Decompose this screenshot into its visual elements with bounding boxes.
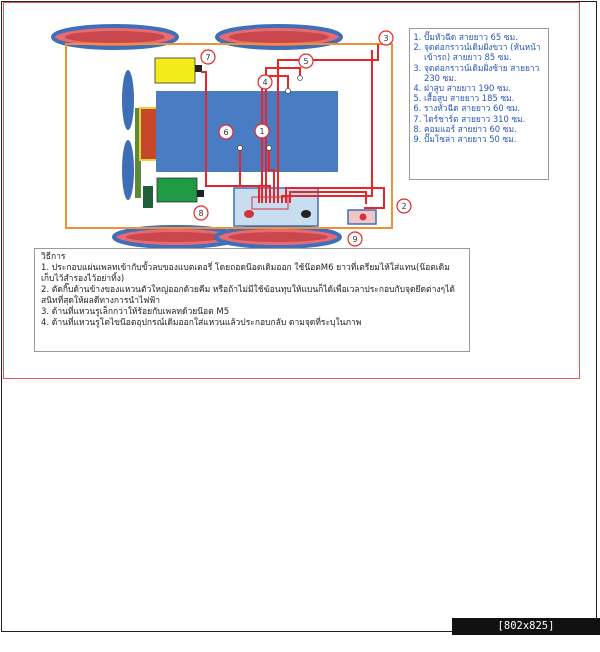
upic-watermark[interactable]: [802x825] http://upic.me/	[452, 618, 600, 635]
legend-item-8: 8. คอมแอร์ สายยาว 60 ซม.	[424, 124, 544, 134]
marker-8	[194, 206, 208, 220]
legend-item-2: 2. จุดต่อกราวน์เดิมฝั่งขวา (หันหน้าเข้ารถ) สายยาว 85 ซม.	[424, 42, 544, 62]
legend-item-5: 5. เสื้อสูบ สายยาว 185 ซม.	[424, 93, 544, 103]
legend-item-9: 9. ปั๊มโซล่า สายยาว 50 ซม.	[424, 134, 544, 144]
fan-icon	[122, 70, 141, 200]
svg-text:9: 9	[352, 235, 358, 244]
marker-7	[201, 50, 215, 64]
legend-item-7: 7. ไดร์ชาร์ต สายยาว 310 ซม.	[424, 114, 544, 124]
svg-text:8: 8	[198, 209, 204, 218]
green-tank	[157, 178, 197, 202]
battery-box	[234, 188, 318, 226]
coolant-tank-cap	[195, 65, 202, 72]
svg-text:6: 6	[223, 128, 229, 137]
radiator	[140, 108, 158, 160]
marker-2	[397, 199, 411, 213]
svg-text:3: 3	[383, 34, 389, 43]
instruction-step-4: 4. ด้านที่แหวนรูโตไขน๊อตอุปกรณ์เดิมออกใส่แหวนแล้วประกอบกลับ ตามจุดที่ระบุในภาพ	[41, 318, 362, 328]
engine-block	[156, 91, 338, 172]
marker-3	[379, 31, 393, 45]
marker-6	[219, 125, 233, 139]
battery-terminal-negative	[301, 210, 311, 218]
svg-text:5: 5	[303, 57, 309, 66]
instructions-title: วิธีการ	[41, 252, 66, 262]
instruction-step-2: 2. ตัดกิ๊บด้านข้างของแหวนตัวใหญ่ออกด้วยคีม หรือถ้าไม่มีใช้ฆ้อนทุบให้แบนก็ได้เพื่อเวลาประกอบกับจุดยึดต่างๆได้สนิทที่สุดให้ผลดีทางการนำไฟฟ้า	[41, 285, 455, 306]
svg-text:7: 7	[205, 53, 211, 62]
legend-item-3: 3. จุดต่อกราวน์เดิมฝั่งซ้าย สายยาว 230 ซม.	[424, 63, 544, 83]
tire-bottom	[114, 227, 340, 247]
coolant-tank	[155, 58, 195, 83]
marker-5	[299, 54, 313, 68]
svg-text:4: 4	[262, 78, 268, 87]
solar-pump-terminal	[360, 214, 367, 221]
instruction-step-1: 1. ประกอบแผ่นเพลทเข้ากับขั้วลบของแบตเตอรี่ โดยถอดน๊อตเดิมออก ใช้น๊อตM6 ยาวที่เตรียมไห้ใส่แทน(น๊อตเดิมเก็บไว้สำรองไว้อย่าทิ้ง)	[41, 263, 450, 284]
svg-text:1: 1	[259, 127, 265, 136]
instructions-box	[34, 248, 470, 352]
marker-4	[258, 75, 272, 89]
marker-1	[255, 124, 269, 138]
green-tank-cap	[197, 190, 204, 197]
svg-text:2: 2	[401, 202, 407, 211]
legend-item-1: 1. ปั๊มหัวฉีด สายยาว 65 ซม.	[424, 32, 544, 42]
legend-item-6: 6. รางหัวฉีด สายยาว 60 ซม.	[424, 103, 544, 113]
wire-length-legend	[409, 28, 549, 180]
legend-list	[414, 32, 544, 144]
battery-terminal-positive	[244, 210, 254, 218]
radiator-hose	[143, 186, 153, 208]
marker-9	[348, 232, 362, 246]
legend-item-4: 4. ฝาสูบ สายยาว 190 ซม.	[424, 83, 544, 93]
instruction-step-3: 3. ด้านที่แหวนรูเล็กกว่าให้ร้อยกับเพลทด้วยน๊อต M5	[41, 307, 230, 317]
